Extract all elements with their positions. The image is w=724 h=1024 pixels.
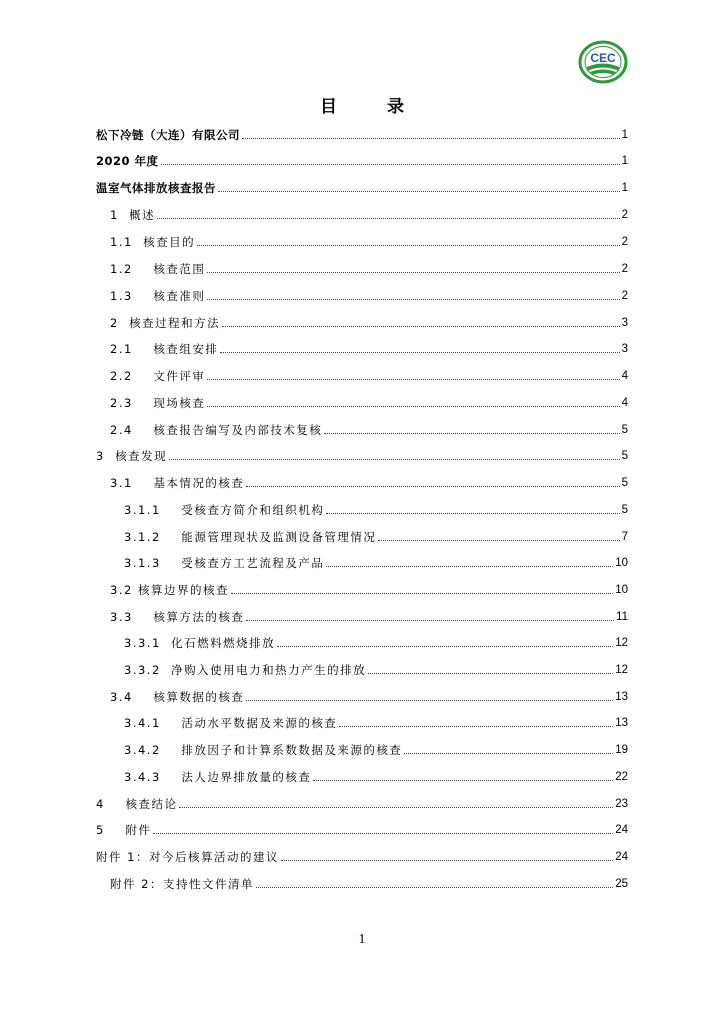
toc-entry-page: 13 xyxy=(615,691,628,703)
toc-dot-leader xyxy=(256,886,613,888)
toc-entry-page: 4 xyxy=(621,397,628,409)
toc-dot-leader xyxy=(153,832,613,834)
toc-entry[interactable] xyxy=(110,260,628,276)
toc-entry-label: 2.2 文件评审 xyxy=(110,369,206,383)
toc-entry-label: 5 附件 xyxy=(96,823,152,837)
toc-entry-page: 2 xyxy=(621,290,628,302)
toc-entry[interactable] xyxy=(110,367,628,383)
toc-entry-label: 3.4 核算数据的核查 xyxy=(110,690,245,704)
toc-entry-page: 5 xyxy=(621,477,628,489)
toc-entry-page: 1 xyxy=(621,155,628,167)
toc-entry-page: 1 xyxy=(621,129,628,141)
toc-entry[interactable] xyxy=(124,634,628,650)
toc-entry[interactable] xyxy=(110,581,628,597)
page-title: 目 录 xyxy=(320,97,426,117)
toc-entry[interactable] xyxy=(96,821,628,837)
toc-entry-page: 12 xyxy=(615,664,628,676)
toc-entry-page: 2 xyxy=(621,209,628,221)
toc-dot-leader xyxy=(246,699,613,701)
toc-entry[interactable] xyxy=(124,528,628,544)
toc-entry[interactable] xyxy=(96,848,628,864)
toc-dot-leader xyxy=(222,325,619,327)
toc-entry[interactable] xyxy=(110,206,628,222)
toc-entry[interactable] xyxy=(110,875,628,891)
toc-entry-label: 3.1.2 能源管理现状及监测设备管理情况 xyxy=(124,530,377,544)
toc-dot-leader xyxy=(207,271,619,273)
toc-entry-page: 3 xyxy=(621,317,628,329)
page-number: 1 xyxy=(358,932,366,947)
toc-dot-leader xyxy=(246,619,614,621)
toc-entry-label: 1.2 核查范围 xyxy=(110,262,206,276)
toc-entry-label: 3 核查发现 xyxy=(96,449,168,463)
toc-entry[interactable] xyxy=(110,474,628,490)
toc-entry-page: 13 xyxy=(615,717,628,729)
toc-dot-leader xyxy=(179,806,613,808)
toc-dot-leader xyxy=(277,645,613,647)
toc-entry-label: 2.4 核查报告编写及内部技术复核 xyxy=(110,423,323,437)
toc-entry[interactable] xyxy=(96,179,628,195)
logo-text: CEC xyxy=(590,51,616,65)
toc-entry-page: 10 xyxy=(615,557,628,569)
toc-entry-label: 3.2 核算边界的核查 xyxy=(110,583,229,597)
toc-dot-leader xyxy=(207,298,619,300)
toc-dot-leader xyxy=(326,512,619,514)
toc-entry-label: 3.3 核算方法的核查 xyxy=(110,610,245,624)
toc-dot-leader xyxy=(313,779,613,781)
toc-dot-leader xyxy=(207,405,619,407)
toc-entry-label: 3.4.2 排放因子和计算系数数据及来源的核查 xyxy=(124,743,403,757)
toc-dot-leader xyxy=(242,137,620,139)
toc-entry-page: 12 xyxy=(615,637,628,649)
toc-dot-leader xyxy=(246,485,619,487)
toc-entry-page: 24 xyxy=(615,824,628,836)
toc-entry-page: 25 xyxy=(615,878,628,890)
toc-entry-label: 3.3.2 净购入使用电力和热力产生的排放 xyxy=(124,663,367,677)
toc-dot-leader xyxy=(324,432,619,434)
toc-entry[interactable] xyxy=(110,340,628,356)
toc-dot-leader xyxy=(339,725,613,727)
toc-dot-leader xyxy=(231,592,613,594)
toc-entry[interactable] xyxy=(96,795,628,811)
toc-entry[interactable] xyxy=(124,554,628,570)
toc-dot-leader xyxy=(207,378,619,380)
toc-dot-leader xyxy=(161,163,620,165)
toc-entry-label: 3.1 基本情况的核查 xyxy=(110,476,245,490)
toc-dot-leader xyxy=(378,539,619,541)
toc-entry[interactable] xyxy=(110,608,628,624)
toc-entry-page: 1 xyxy=(621,182,628,194)
toc-entry-label: 温室气体排放核查报告 xyxy=(96,181,216,195)
toc-entry-label: 附件 1：对今后核算活动的建议 xyxy=(96,850,279,864)
toc-entry-page: 10 xyxy=(615,584,628,596)
toc-entry[interactable] xyxy=(110,233,628,249)
toc-entry[interactable] xyxy=(96,126,628,142)
toc-entry-label: 2020 年度 xyxy=(96,154,159,168)
toc-entry-page: 3 xyxy=(621,343,628,355)
toc-entry-label: 1.1 核查目的 xyxy=(110,235,196,249)
toc-entry-page: 23 xyxy=(615,798,628,810)
toc-dot-leader xyxy=(157,217,619,219)
toc-dot-leader xyxy=(218,190,620,192)
toc-entry[interactable] xyxy=(110,287,628,303)
toc-entry[interactable] xyxy=(96,152,628,168)
toc-entry[interactable] xyxy=(124,661,628,677)
toc-entry[interactable] xyxy=(110,688,628,704)
toc-entry[interactable] xyxy=(110,394,628,410)
toc-entry-label: 1 概述 xyxy=(110,208,156,222)
toc-entry-label: 4 核查结论 xyxy=(96,797,178,811)
toc-entry[interactable] xyxy=(124,714,628,730)
toc-entry-label: 1.3 核查准则 xyxy=(110,289,206,303)
toc-entry-label: 3.1.3 受核查方工艺流程及产品 xyxy=(124,556,325,570)
toc-entry-page: 2 xyxy=(621,263,628,275)
toc-entry[interactable] xyxy=(110,421,628,437)
toc-entry-page: 11 xyxy=(616,611,628,623)
toc-entry[interactable] xyxy=(124,741,628,757)
toc-entry[interactable] xyxy=(124,768,628,784)
toc-entry-page: 24 xyxy=(615,851,628,863)
toc-entry-page: 22 xyxy=(615,771,628,783)
toc-dot-leader xyxy=(220,351,619,353)
toc-dot-leader xyxy=(368,672,613,674)
toc-entry[interactable] xyxy=(96,447,628,463)
toc-entry[interactable] xyxy=(124,501,628,517)
toc-dot-leader xyxy=(326,565,613,567)
toc-entry-label: 3.3.1 化石燃料燃烧排放 xyxy=(124,636,276,650)
toc-dot-leader xyxy=(281,859,613,861)
toc-entry-label: 3.4.3 法人边界排放量的核查 xyxy=(124,770,312,784)
toc-entry[interactable] xyxy=(110,314,628,330)
toc-entry-label: 3.1.1 受核查方简介和组织机构 xyxy=(124,503,325,517)
toc-entry-page: 5 xyxy=(621,424,628,436)
toc-entry-page: 5 xyxy=(621,504,628,516)
toc-dot-leader xyxy=(197,244,619,246)
toc-entry-page: 2 xyxy=(621,236,628,248)
toc-dot-leader xyxy=(169,458,619,460)
toc-entry-label: 2.1 核查组安排 xyxy=(110,342,219,356)
toc-entry-page: 4 xyxy=(621,370,628,382)
toc-dot-leader xyxy=(404,752,613,754)
toc-entry-page: 7 xyxy=(621,531,628,543)
toc-entry-label: 3.4.1 活动水平数据及来源的核查 xyxy=(124,716,338,730)
toc-entry-label: 松下冷链（大连）有限公司 xyxy=(96,128,240,142)
toc-entry-label: 2 核查过程和方法 xyxy=(110,316,221,330)
toc-entry-label: 附件 2：支持性文件清单 xyxy=(110,877,254,891)
toc-entry-page: 19 xyxy=(615,744,628,756)
toc-entry-page: 5 xyxy=(621,450,628,462)
toc-entry-label: 2.3 现场核查 xyxy=(110,396,206,410)
